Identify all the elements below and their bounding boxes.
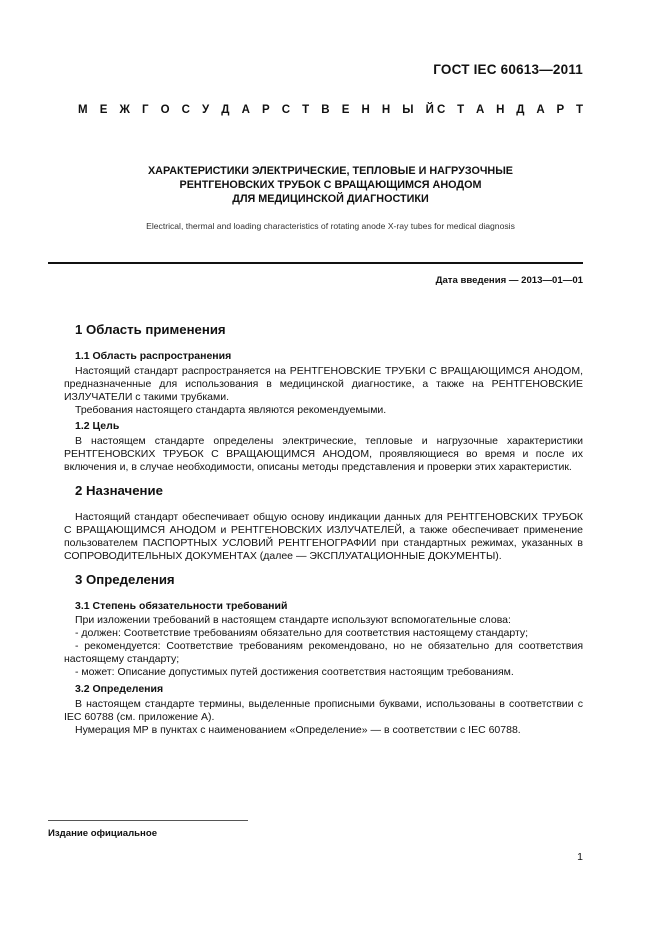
banner-letter: Р: [556, 104, 565, 116]
banner-letter: Г: [141, 104, 149, 116]
footer-divider: [48, 820, 248, 821]
banner-letter: Е: [99, 104, 108, 116]
title-line-2: РЕНТГЕНОВСКИХ ТРУБОК С ВРАЩАЮЩИМСЯ АНОДОМ: [179, 179, 482, 191]
document-body: [64, 324, 583, 737]
document-title-ru: [78, 164, 583, 206]
banner-letter: У: [202, 104, 210, 116]
banner-letter: Ж: [119, 104, 130, 116]
section-2-paragraph-1: Настоящий стандарт обеспечивает общую основу индикации данных для РЕНТГЕНОВСКИХ ТРУБОК С ВРАЩАЮЩИМСЯ АНОДОМ и РЕНТГЕНОВСКИХ ИЗЛУЧАТЕЛЕЙ, а также обеспечивает применение пользователем ПАСПОРТНЫХ УСЛОВИЙ РЕНТГЕНОГРАФИИ при стандартных режимах, указанных в СОПРОВОДИТЕЛЬНЫХ ДОКУМЕНТАХ (далее — ЭКСПЛУАТАЦИОННЫЕ ДОКУМЕНТЫ).: [64, 510, 583, 562]
section-3-1-heading: 3.1 Степень обязательности требований: [75, 599, 288, 612]
banner-letter: М: [78, 104, 88, 116]
banner-letter: С: [181, 104, 190, 116]
section-3-1-paragraph-4: - может: Описание допустимых путей достижения соответствия настоящим требованиям.: [75, 666, 514, 679]
introduction-date: Дата введения — 2013—01—01: [435, 275, 583, 286]
banner-letter: В: [321, 104, 330, 116]
banner-letter: А: [536, 104, 545, 116]
banner-letter: С: [281, 104, 291, 116]
section-3-1-paragraph-3: - рекомендуется: Соответствие требованиям рекомендовано, но не обязательно для соответствия настоящему стандарту;: [64, 640, 583, 666]
title-divider: [48, 262, 583, 264]
banner-letter: Д: [221, 104, 230, 116]
title-line-1: ХАРАКТЕРИСТИКИ ЭЛЕКТРИЧЕСКИЕ, ТЕПЛОВЫЕ И НАГРУЗОЧНЫЕ: [147, 165, 514, 177]
section-1-2-heading: 1.2 Цель: [75, 420, 120, 433]
banner-letter: Н: [496, 104, 505, 116]
section-1-heading: 1 Область применения: [75, 322, 226, 337]
page-number: 1: [577, 851, 583, 863]
banner-word-standard: [437, 104, 583, 116]
section-3-1-paragraph-2: - должен: Соответствие требованиям обязательно для соответствия настоящему стандарту;: [75, 627, 529, 640]
section-1-1-paragraph-1: Настоящий стандарт распространяется на РЕНТГЕНОВСКИЕ ТРУБКИ С ВРАЩАЮЩИМСЯ АНОДОМ, предназначенные для использования в медицинской диагностике, а также на РЕНТГЕНОВСКИЕ ИЗЛУЧАТЕЛИ с такими трубками.: [64, 364, 583, 403]
banner-letter: А: [476, 104, 485, 116]
section-3-2-paragraph-2: Нумерация МР в пунктах с наименованием «Определение» — в соответствии с IEC 60788.: [75, 723, 521, 736]
section-2-heading: 2 Назначение: [75, 483, 163, 499]
standard-banner: [78, 104, 583, 116]
banner-letter: Д: [516, 104, 525, 116]
section-3-2-paragraph-1: В настоящем стандарте термины, выделенные прописными буквами, использованы в соответствии с IEC 60788 (см. приложение А).: [64, 697, 583, 723]
title-line-3: ДЛЯ МЕДИЦИНСКОЙ ДИАГНОСТИКИ: [232, 193, 429, 205]
banner-letter: Т: [302, 104, 310, 116]
banner-letter: Т: [457, 104, 465, 116]
section-1-1-heading: 1.1 Область распространения: [75, 349, 232, 362]
banner-letter: Е: [341, 104, 350, 116]
section-3-heading: 3 Определения: [75, 571, 175, 587]
banner-letter: О: [160, 104, 170, 116]
banner-letter: Т: [575, 104, 583, 116]
banner-letter: А: [241, 104, 250, 116]
standard-number: ГОСТ IEC 60613—2011: [433, 62, 583, 77]
banner-letter: Н: [381, 104, 391, 116]
banner-letter: Н: [361, 104, 370, 116]
banner-letter: Й: [425, 104, 434, 116]
document-title-en: Electrical, thermal and loading characteristics of rotating anode X-ray tubes for medical diagnosis: [146, 221, 515, 231]
banner-letter: С: [437, 104, 446, 116]
section-3-2-heading: 3.2 Определения: [75, 682, 164, 695]
banner-letter: Р: [261, 104, 270, 116]
edition-note: Издание официальное: [48, 828, 158, 839]
section-3-1-paragraph-1: При изложении требований в настоящем стандарте используют вспомогательные слова:: [75, 614, 511, 627]
banner-word-interstate: [78, 104, 434, 116]
section-1-2-paragraph-1: В настоящем стандарте определены электрические, тепловые и нагрузочные характеристики РЕНТГЕНОВСКИХ ТРУБОК С ВРАЩАЮЩИМСЯ АНОДОМ, проявляющиеся во время и после их включения и, в случае необходимости, описаны методы представления и проверки этих характеристик.: [64, 435, 583, 474]
section-1-1-paragraph-2: Требования настоящего стандарта являются рекомендуемыми.: [75, 403, 387, 416]
banner-letter: Ы: [402, 104, 414, 116]
